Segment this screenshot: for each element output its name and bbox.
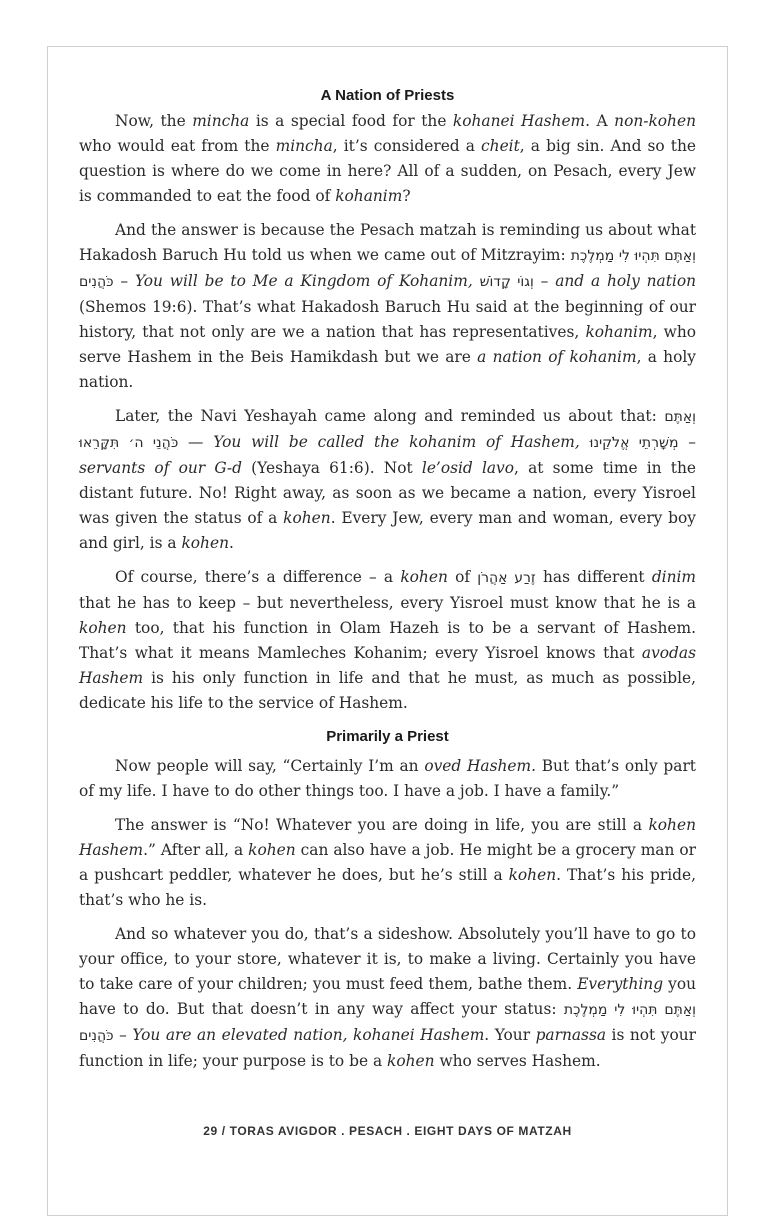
hebrew-quote: מְשָׁרְתֵי אֱלֹקֵינוּ [589,435,679,451]
page-footer: 29 / TORAS AVIGDOR . PESACH . EIGHT DAYS OF MATZAH [203,1124,572,1138]
page-content [79,84,696,1074]
paragraph: Of course, there’s a difference – a kohen of זֶרַע אַהֲרֹן has different dinim that he has to keep – but nevertheless, every Yisroel must know that he is a kohen too, that his function in Olam Hazeh is to be a servant of Hashem. That’s what it means Mamleches Kohanim; every Yisroel knows that avodas Hashem is his only function in life and that he must, as much as possible, dedicate his life to the service of Hashem. [79,568,697,712]
paragraph: Now people will say, “Certainly I’m an oved Hashem. But that’s only part of my life. I have to do other things too. I have a job. I have a family.” [79,757,696,800]
paragraph: The answer is “No! Whatever you are doing in life, you are still a kohen Hashem.” After all, a kohen can also have a job. He might be a grocery man or a pushcart peddler, whatever he does, but he’s still a kohen. That’s his pride, that’s who he is. [79,816,697,909]
paragraph: And so whatever you do, that’s a sideshow. Absolutely you’ll have to go to your office, to your store, whatever it is, to make a living. Certainly you have to take care of your children; you must feed them, bathe them. Everything you have to do. But that doesn’t in any way affect your status: וְאַתֶּם תִּהְיוּ לִי מַמְלֶכֶת כֹּהֲנִים – You are an elevated nation, kohanei Hashem. Your parnassa is not your function in life; your purpose is to be a kohen who serves Hashem. [79,925,697,1070]
hebrew-quote: וְגוֹי קָדוֹשׁ [479,274,534,290]
hebrew-quote: זֶרַע אַהֲרֹן [477,570,536,586]
section-heading-nation-of-priests: A Nation of Priests [320,87,455,104]
section-heading-primarily-a-priest: Primarily a Priest [326,728,449,745]
hebrew-quote: וְאַתֶּם תִּהְיוּ לִי מַמְלֶכֶת כֹּהֲנִים [79,1002,696,1044]
paragraph: Now, the mincha is a special food for the kohanei Hashem. A non-kohen who would eat from the mincha, it’s considered a cheit, a big sin. And so the question is where do we come in here? All of a sudden, on Pesach, every Jew is commanded to eat the food of kohanim? [79,112,697,205]
paragraph: And the answer is because the Pesach matzah is reminding us about what Hakadosh Baruch Hu told us when we came out of Mitzrayim: וְאַתֶּם תִּהְיוּ לִי מַמְלֶכֶת כֹּהֲנִים – You will be to Me a Kingdom of Kohanim, וְגוֹי קָדוֹשׁ – and a holy nation (Shemos 19:6). That’s what Hakadosh Baruch Hu said at the beginning of our history, that not only are we a nation that has representatives, kohanim, who serve Hashem in the Beis Hamikdash but we are a nation of kohanim, a holy nation. [79,221,697,391]
hebrew-quote: וְאַתֶּם תִּהְיוּ לִי מַמְלֶכֶת כֹּהֲנִים [79,248,696,290]
hebrew-quote: וְאַתֶּם כֹּהֲנֵי ה׳ תִּקָּרֵאוּ [79,409,696,451]
paragraph: Later, the Navi Yeshayah came along and reminded us about that: וְאַתֶּם כֹּהֲנֵי ה׳ תִּקָּרֵאוּ — You will be called the kohanim of Hashem, מְשָׁרְתֵי אֱלֹקֵינוּ – servants of our G-d (Yeshaya 61:6). Not le’osid lavo, at some time in the distant future. No! Right away, as soon as we became a nation, every Yisroel was given the status of a kohen. Every Jew, every man and woman, every boy and girl, is a kohen. [79,407,696,552]
